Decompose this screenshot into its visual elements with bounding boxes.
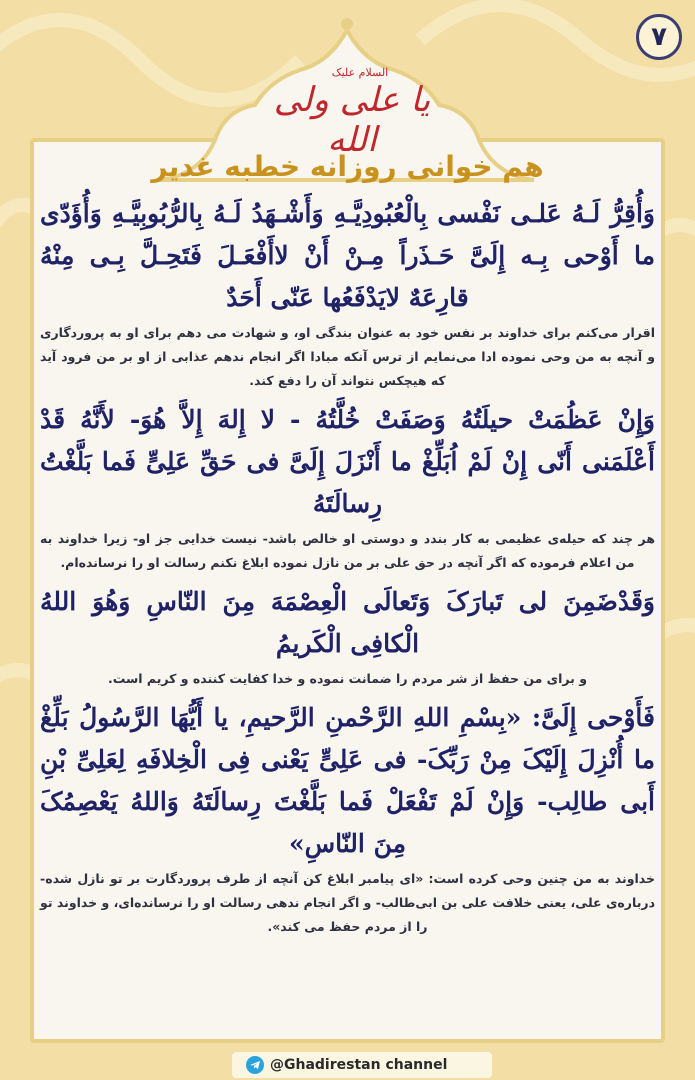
telegram-icon <box>246 1056 264 1074</box>
page-number-badge: ۷ <box>636 14 682 60</box>
calligraphy-logo: یا علی ولی الله <box>273 80 431 160</box>
persian-translation: و برای من حفظ از شر مردم را ضمانت نموده و خدا کفایت کننده و کریم است. <box>107 671 587 686</box>
sermon-section <box>40 581 655 691</box>
channel-link[interactable]: @Ghadirestan channel <box>270 1057 448 1073</box>
arabic-verse: وَإِنْ عَظُمَتْ حیلَتُهُ وَصَفَتْ خُلَّتُهُ - لا إِلهَ إِلاَّ هُوَ- لأَنَّهُ قَدْ أَعْلَمَنی أَنّی إِنْ لَمْ اُبَلِّغْ ما أَنْزَلَ إِلَیَّ فی حَقِّ عَلِیٍّ فَما بَلَّغْتُ رِسالَتَهُ <box>40 405 655 518</box>
calligraphy-salutation: السلام علیک <box>331 66 389 79</box>
arabic-verse: وَأُقِرُّ لَـهُ عَلـی نَفْسی بِالْعُبُودِیَّـهِ وَأَشْـهَدُ لَـهُ بِالرُّبُوبِیَّـهِ وَأُؤَدّی ما أَوْحی بِـه إِلَیَّ حَـذَراً مِـنْ أَنْ لاأَفْعَـلَ فَتَحِـلَّ بِـی مِنْهُ قارِعَهٌ لایَدْفَعُها عَنّی أَحَدٌ <box>40 199 655 312</box>
sermon-section <box>40 399 655 575</box>
persian-translation: هر چند که حیله‌ی عظیمی به کار بندد و دوستی او خالص باشد- نیست خدایی جز او- زیرا خداوند به من اعلام فرموده که اگر آنچه در حق علی بر من نازل نموده ابلاغ نکنم رسالت او را نرسانده‌ام. <box>40 531 655 570</box>
persian-translation: خداوند به من چنین وحی کرده است: «ای پیامبر ابلاغ کن آنچه از طرف پروردگارت بر تو نازل شده- درباره‌ی علی، یعنی خلافت علی بن ابی‌طالب- و اگر انجام ندهی رسالت او را نرسانده‌ای، و خداوند تو را از مردم حفظ می کند». <box>40 871 655 934</box>
sermon-section <box>40 697 655 939</box>
arabic-verse: فَأَوْحی إِلَیَّ: «بِسْمِ اللهِ الرَّحْمنِ الرَّحیمِ، یا أَیُّهَا الرَّسُولُ بَلِّغْ ما أُنْزِلَ إِلَیْکَ مِنْ رَبِّکَ- فی عَلِیٍّ یَعْنی فِی الْخِلافَهِ لِعَلِیِّ بْنِ أَبی طالِب- وَإِنْ لَمْ تَفْعَلْ فَما بَلَّغْتَ رِسالَتَهُ وَاللهُ یَعْصِمُکَ مِنَ النّاسِ» <box>40 703 655 858</box>
persian-translation: اقرار می‌کنم برای خداوند بر نفس خود به عنوان بندگی او، و شهادت می دهم برای او به پروردگاری و آنچه به من وحی نموده ادا می‌نمایم از ترس آنکه مبادا اگر انجام ندهم عذابی از او بر من فرود آید که هیچکس نتواند آن را دفع کند. <box>40 325 655 388</box>
page-title: هم خوانی روزانه خطبه غدیر <box>151 150 544 183</box>
arabic-verse: وَقَدْضَمِنَ لی تَبارَکَ وَتَعالَی الْعِصْمَهَ مِنَ النّاسِ وَهُوَ اللهُ الْکافِی الْکَریمُ <box>40 587 655 658</box>
sermon-section <box>40 193 655 393</box>
channel-footer[interactable] <box>232 1052 492 1078</box>
sermon-content <box>40 193 655 945</box>
